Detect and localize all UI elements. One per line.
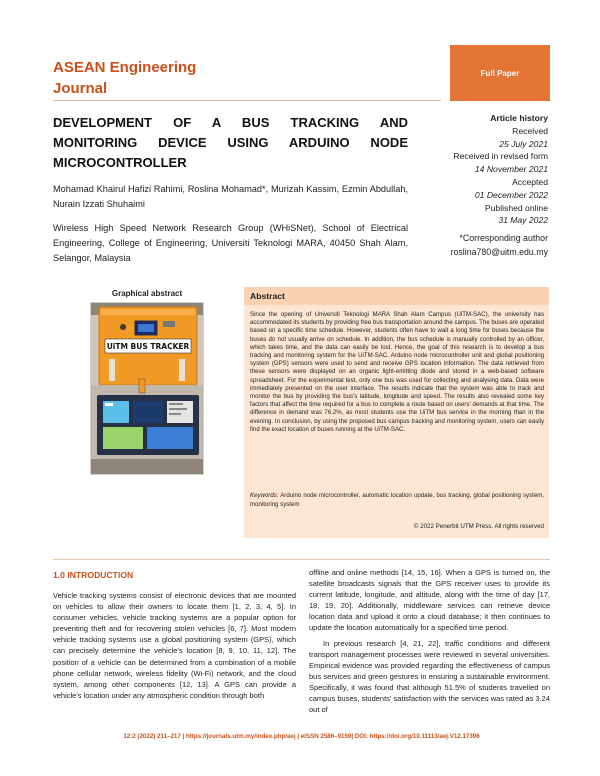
article-title xyxy=(53,113,408,173)
keywords-list: Arduino node microcontroller, automatic location update, bus tracking, global positioning system, monitoring system xyxy=(250,492,545,508)
graphical-abstract-figure xyxy=(90,302,204,475)
bus-tracker-photo xyxy=(91,303,204,475)
body-column-left xyxy=(53,590,296,701)
corresponding-email[interactable]: roslina780@uitm.edu.my xyxy=(450,246,548,257)
intro-paragraph-1-cont: offline and online methods [14, 15, 16]. When a GPS is turned on, the satellite broadcasts signals that the GPS receiver uses to provide its current latitude, longitude, and altitude, along with the time of day [17, 18, 19, 20]. Additionally, middleware services can retrieve device location data and upload it onto a cloud database; it then continues to update the location automatically for a specified time period. xyxy=(309,568,550,633)
title-line-1: DEVELOPMENT OF A BUS TRACKING AND xyxy=(53,115,408,130)
corresponding-label: *Corresponding author xyxy=(459,233,548,243)
article-history xyxy=(428,112,548,227)
affiliation: Wireless High Speed Network Research Group (WHiSNet), School of Electrical Engineering, College of Engineering, Universiti Teknologi MARA, 40450 Shah Alam, Selangor, Malaysia xyxy=(53,223,408,263)
abstract-body: Since the opening of Universiti Teknologi MARA Shah Alam Campus (UiTM-SAC), the university has accommodated its students by providing free bus transportation around the campus. The buses are operated based on a specific time schedule. However, students often have to wait a long time for buses because the buses do not usually arrive on schedule. In addition, the bus schedule is manually controlled by an officer, which takes time, and the data can easily be lost. Hence, the goal of this research is to develop a bus tracking and monitoring system for the UiTM-SAC. Arduino node microcontroller unit and global positioning system (GPS) sensors were used to send and receive GPS location information. The data retrieved from these sensors were displayed on an organic light-emitting diode and stored in a web-based software spreadsheet. For the experimental test, only one bus was used for collecting and analysing data. Data were immediately presented on the user interface. The results indicate that the system was able to track and monitor the bus by providing the bus's latitude, longitude and speed. The results also revealed some key factors that affect the time required for a bus to complete a route based on users' demands at that time. The difference in demand was 76.2%, as most students use the UiTM bus service in the morning than in the evening. In conclusion, by using the proposed bus campus tracking and monitoring system, users can easily find the exact location of buses running at the UiTM-SAC. xyxy=(250,311,544,433)
abstract-heading: Abstract xyxy=(244,287,549,305)
journal-name xyxy=(53,57,233,99)
header-rule xyxy=(53,100,441,101)
section-divider xyxy=(53,559,550,560)
received-date: 25 July 2021 xyxy=(499,138,548,149)
journal-name-line2: Journal xyxy=(53,80,108,97)
introduction-heading: 1.0 INTRODUCTION xyxy=(53,570,134,580)
title-line-2: MONITORING DEVICE USING ARDUINO NODE xyxy=(53,135,408,150)
accepted-label: Accepted xyxy=(512,176,548,187)
title-line-3: MICROCONTROLLER xyxy=(53,155,187,170)
intro-paragraph-1: Vehicle tracking systems consist of electronic devices that are mounted on vehicles to allow their owners to locate them [1, 2, 3, 4, 5]. In consumer vehicles, vehicle tracking systems are a popular option for preventing theft and for recovering stolen vehicles [6, 7]. Most modern vehicle tracking systems use a global positioning system (GPS), which can precisely determine the vehicle's location [8, 9, 10, 11, 12]. The position of a vehicle can be determined from a combination of a mobile phone cellular network, wireless fidelity (Wi-Fi) network, and the cloud system, among other components [12, 13]. A GPS can provide a vehicle's location under any atmospheric condition through both xyxy=(53,591,296,700)
photo-sign-text: UiTM BUS TRACKER xyxy=(106,342,190,351)
intro-paragraph-2: In previous research [4, 21, 22], traffic conditions and different transport management processes were reviewed in several universities. Empirical evidence was provided regarding the effectiveness of campus bus services and green gestures in ensuring a sustainable environment. Specifically, it was found that although 51.5% of students travelled on campus buses, students' satisfaction with the services was rated as 3.24 out of xyxy=(309,638,550,715)
paper-type-label: Full Paper xyxy=(480,68,520,78)
journal-name-line1: ASEAN Engineering xyxy=(53,59,197,76)
corresponding-author xyxy=(400,232,548,259)
accepted-date: 01 December 2022 xyxy=(474,189,548,200)
keywords-label: Keywords: xyxy=(250,492,279,499)
published-date: 31 May 2022 xyxy=(498,215,548,226)
revised-label: Received in revised form xyxy=(453,151,548,162)
graphical-abstract-label: Graphical abstract xyxy=(111,289,183,298)
received-label: Received xyxy=(512,125,548,136)
revised-date: 14 November 2021 xyxy=(474,164,548,175)
author-list: Mohamad Khairul Hafizi Rahimi, Roslina Mohamad*, Murizah Kassim, Ezmin Abdullah, Nurain Izzati Shuhaimi xyxy=(53,184,408,209)
paper-type-badge xyxy=(450,45,550,101)
published-label: Published online xyxy=(484,202,548,213)
keywords xyxy=(250,491,544,509)
copyright-notice: © 2022 Penerbit UTM Press. All rights reserved xyxy=(413,523,544,530)
page-footer: 12:2 (2022) 211–217 | https://journals.utm.my/index.php/aej | eISSN 2586–9159| DOI: https://doi.org/10.11113/aej.V12.17396 xyxy=(123,733,480,740)
history-heading: Article history xyxy=(490,113,548,123)
body-column-right xyxy=(309,567,550,715)
